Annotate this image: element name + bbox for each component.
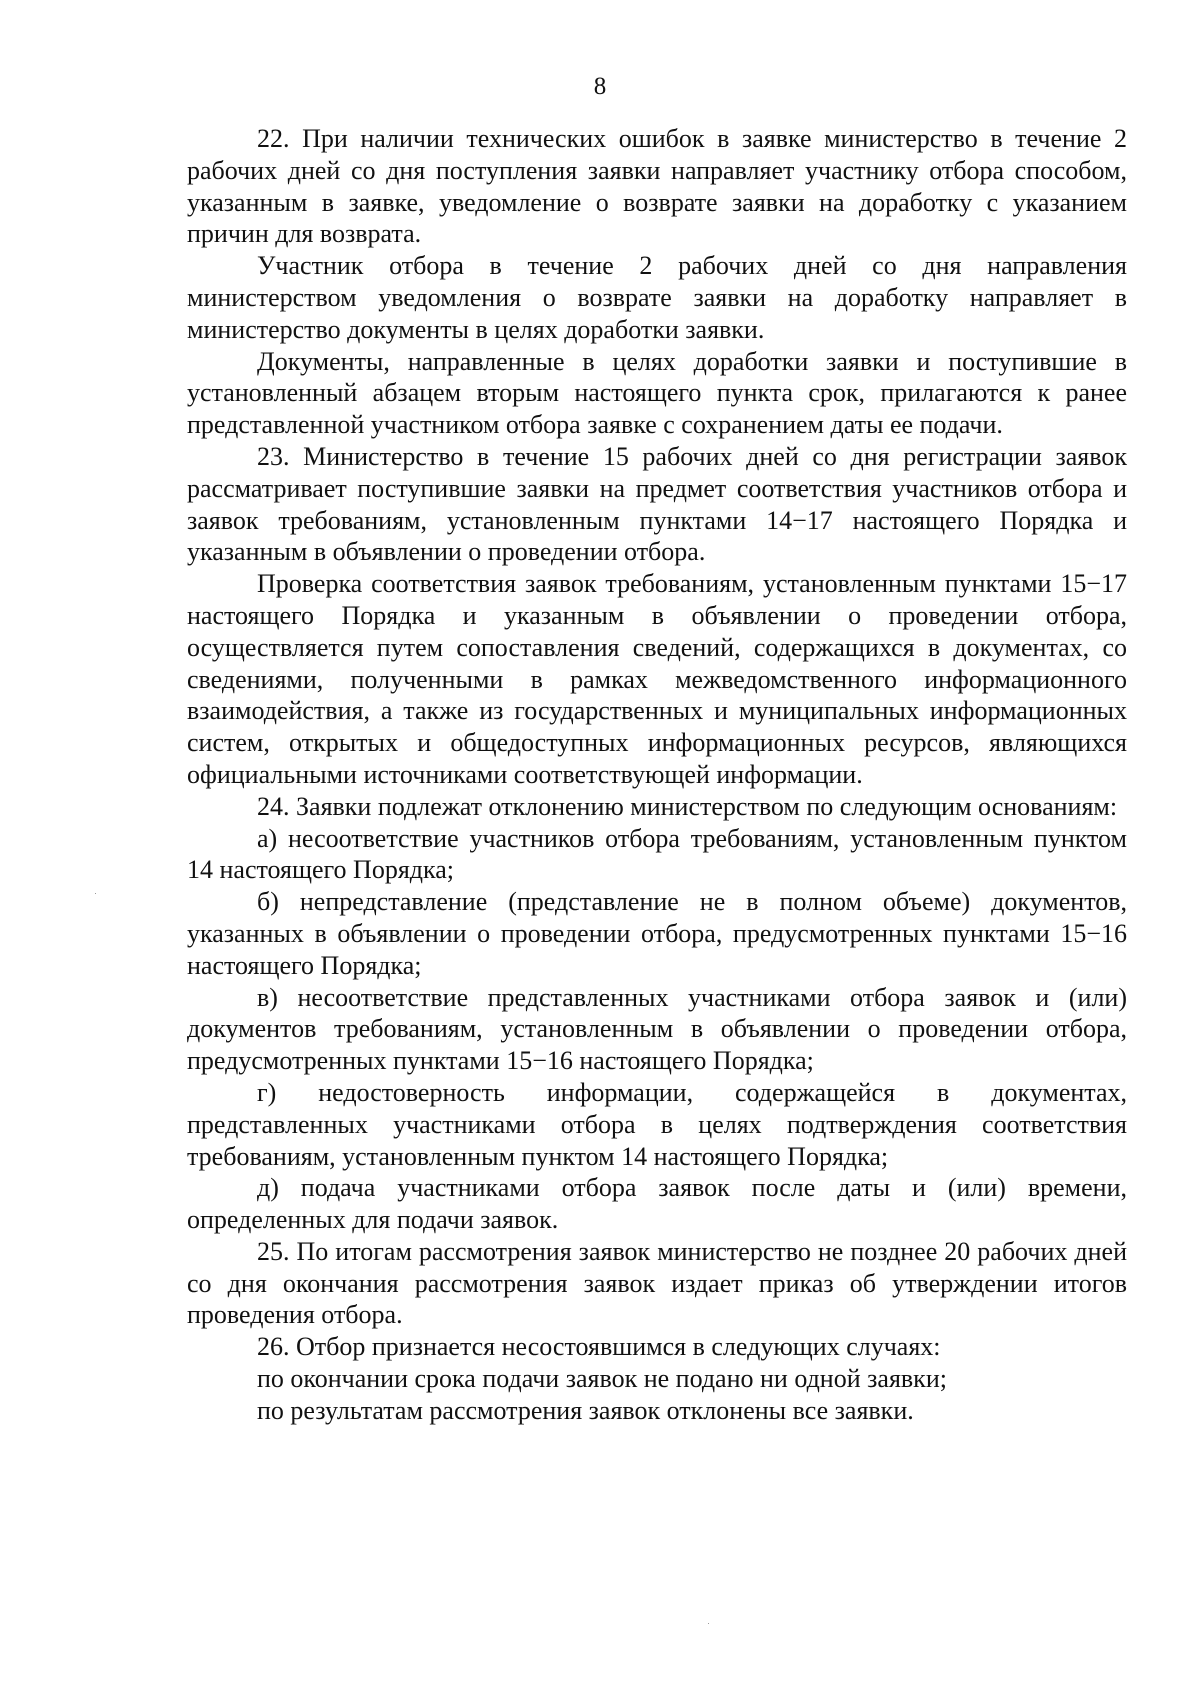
list-item-d: д) подача участниками отбора заявок после даты и (или) времени, определенных для подачи заявок. [187,1173,1127,1235]
paragraph-24: 24. Заявки подлежат отклонению министерством по следующим основаниям: [257,791,1118,821]
scan-speck [95,893,96,894]
paragraph-26-case-1: по окончании срока подачи заявок не подано ни одной заявки; [257,1364,947,1394]
paragraph-26: 26. Отбор признается несостоявшимся в следующих случаях: [257,1332,941,1362]
document-body [187,123,1127,1427]
scan-speck [708,1623,709,1624]
paragraph-25: 25. По итогам рассмотрения заявок министерство не позднее 20 рабочих дней со дня окончания рассмотрения заявок издает приказ об утверждении итогов проведения отбора. [187,1236,1127,1330]
paragraph-26-case-2: по результатам рассмотрения заявок отклонены все заявки. [257,1395,914,1425]
paragraph-23-second: Проверка соответствия заявок требованиям, установленным пунктами 15−17 настоящего Порядка и указанным в объявлении о проведении отбора, осуществляется путем сопоставления сведений, содержащихся в документах, со сведениями, полученными в рамках межведомственного информационного взаимодействия, а также из государственных и муниципальных информационных систем, открытых и общедоступных информационных ресурсов, являющихся официальными источниками соответствующей информации. [187,569,1127,789]
paragraph-23: 23. Министерство в течение 15 рабочих дней со дня регистрации заявок рассматривает поступившие заявки на предмет соответствия участников отбора и заявок требованиям, установленным пунктами 14−17 настоящего Порядка и указанным в объявлении о проведении отбора. [187,441,1127,567]
list-item-v: в) несоответствие представленных участниками отбора заявок и (или) документов требованиям, установленным в объявлении о проведении отбора, предусмотренных пунктами 15−16 настоящего Порядка; [187,982,1127,1076]
page-number: 8 [593,73,607,100]
paragraph-22: 22. При наличии технических ошибок в заявке министерство в течение 2 рабочих дней со дня поступления заявки направляет участнику отбора способом, указанным в заявке, уведомление о возврате заявки на доработку с указанием причин для возврата. [187,124,1127,249]
paragraph-22-third: Документы, направленные в целях доработки заявки и поступившие в установленный абзацем вторым настоящего пункта срок, прилагаются к ранее представленной участником отбора заявке с сохранением даты ее подачи. [187,346,1127,440]
paragraph-22-second: Участник отбора в течение 2 рабочих дней со дня направления министерством уведомления о возврате заявки на доработку направляет в министерство документы в целях доработки заявки. [187,251,1127,344]
list-item-g: г) недостоверность информации, содержащейся в документах, представленных участниками отбора в целях подтверждения соответствия требованиям, установленным пунктом 14 настоящего Порядка; [187,1077,1127,1171]
list-item-a: а) несоответствие участников отбора требованиям, установленным пунктом 14 настоящего Порядка; [187,823,1127,885]
list-item-b: б) непредставление (представление не в полном объеме) документов, указанных в объявлении о проведении отбора, предусмотренных пунктами 15−16 настоящего Порядка; [187,887,1127,980]
